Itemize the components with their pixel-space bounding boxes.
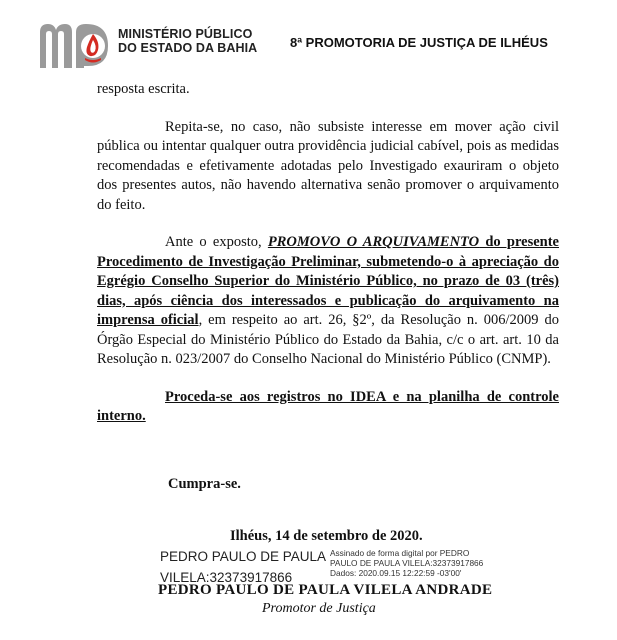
letterhead (0, 0, 617, 80)
org-line-1: MINISTÉRIO PÚBLICO (118, 27, 253, 41)
decision-emphasis: PROMOVO O ARQUIVAMENTO (267, 234, 480, 250)
document-body (97, 80, 559, 427)
mp-logo-icon (38, 22, 116, 70)
paragraph-registros: Proceda-se aos registros no IDEA e na planilha de controle interno. (97, 388, 559, 424)
organization-name (118, 27, 257, 55)
sig-left-line-1: PEDRO PAULO DE PAULA (160, 549, 327, 564)
sig-right-line-1: Assinado de forma digital por PEDRO (330, 548, 470, 558)
sig-right-line-3: Dados: 2020.09.15 12:22:59 -03'00' (330, 568, 462, 578)
paragraph-continuation: resposta escrita. (97, 81, 190, 97)
sig-right-line-2: PAULO DE PAULA VILELA:32373917866 (330, 558, 484, 568)
decision-bold: do presente Procedimento de Investigação Preliminar, submetendo-o à apreciação do Egrégio Conselho Superior do Ministério Público, no prazo de 03 (três) dias, após ciência dos interessados e publicação do arquivamento na imprensa oficial (97, 234, 559, 328)
digital-signature-details (330, 548, 483, 578)
sig-left-line-2: VILELA:32373917866 (160, 570, 293, 585)
promotoria-title: 8ª PROMOTORIA DE JUSTIÇA DE ILHÉUS (290, 35, 548, 50)
paragraph-reasoning: Repita-se, no caso, não subsiste interesse em mover ação civil pública ou intentar qualquer outra providência judicial cabível, pois as medidas recomendadas e efetivamente adotadas pelo Investigado exauriram o objeto dos presentes autos, não havendo alternativa senão promover o arquivamento do feito. (97, 118, 559, 213)
decision-rest: , em respeito ao art. 26, §2º, da Resolução n. 006/2009 do Órgão Especial do Ministério Público do Estado da Bahia, c/c o art. art. 10 da Resolução n. 023/2007 do Conselho Nacional do Ministério Público (CNMP). (97, 312, 559, 367)
decision-intro: Ante o exposto, (165, 234, 268, 250)
closing-text: Cumpra-se. (168, 476, 241, 492)
date-line: Ilhéus, 14 de setembro de 2020. (230, 528, 423, 544)
org-line-2: DO ESTADO DA BAHIA (118, 41, 258, 55)
signer-role: Promotor de Justiça (262, 601, 376, 616)
paragraph-decision (97, 233, 559, 370)
signer-name: PEDRO PAULO DE PAULA VILELA ANDRADE (158, 582, 493, 598)
